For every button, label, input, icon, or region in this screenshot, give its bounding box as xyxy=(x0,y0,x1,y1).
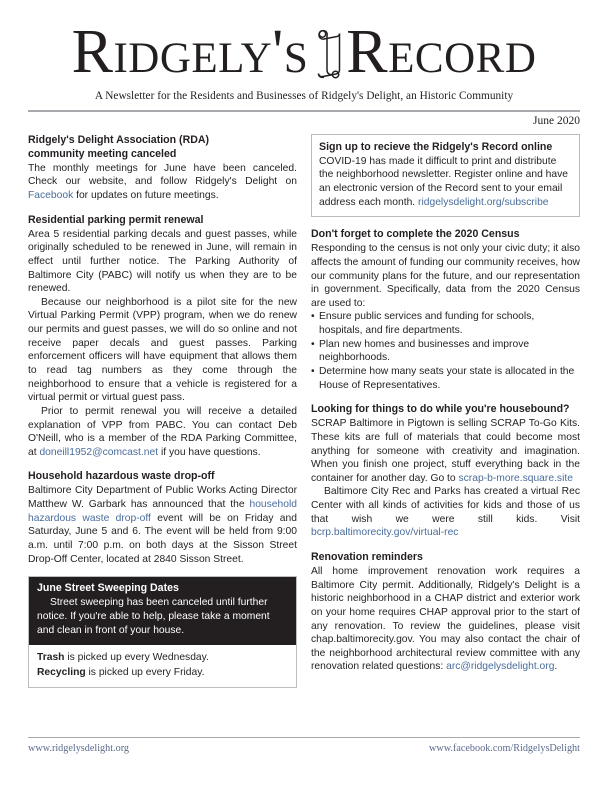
content-columns xyxy=(28,134,580,689)
rda-heading-line2: community meeting canceled xyxy=(28,147,177,160)
header-divider xyxy=(28,110,580,112)
census-intro: Responding to the census is not only your civic duty; it also affects the amount of funding our community receives, how our community plans for the future, and our representation in government. Specifically, data from the 2020 Census are used to: xyxy=(311,243,581,309)
trash-schedule-text: is picked up every Wednesday. xyxy=(64,652,209,664)
masthead-tagline: A Newsletter for the Residents and Businesses of Ridgely's Delight, an Historic Community xyxy=(94,89,514,102)
arc-email-link[interactable]: arc@ridgelysdelight.org xyxy=(446,661,555,673)
hazardous-body xyxy=(28,484,297,566)
section-census xyxy=(311,228,580,392)
masthead-title-part1: Ridgely's xyxy=(71,18,309,86)
recycling-schedule-text: is picked up every Friday. xyxy=(85,666,205,678)
list-item: • Plan new homes and businesses and improve neighborhoods. xyxy=(311,338,580,365)
rda-body-after-link: for updates on future meetings. xyxy=(73,189,219,201)
pickup-schedule xyxy=(29,645,296,687)
renovation-body-after-link: . xyxy=(554,661,558,673)
hazardous-waste-link[interactable]: household hazardous waste drop-off xyxy=(28,499,297,524)
hazardous-heading: Household hazardous waste drop-off xyxy=(28,470,215,483)
section-rda-meeting xyxy=(28,134,297,203)
rda-body-before-link: The monthly meetings for June have been canceled. Check our website, and follow Ridgely's Delight on xyxy=(28,162,297,188)
virtual-rec-link[interactable]: bcrp.baltimorecity.gov/virtual-rec xyxy=(311,527,459,539)
hazardous-body-before-link: Baltimore City Department of Public Works Acting Director Matthew W. Garbark has announced that the xyxy=(28,485,297,511)
parking-heading: Residential parking permit renewal xyxy=(28,213,204,226)
hazardous-body-after-link: event will be on Friday and Saturday, June 5 and 6. The event will be held from 9:00 a.m. until 7:00 p.m. on both days at the Sisson Street Drop-Off Center, located at 2840 Sisson Street. xyxy=(28,512,297,565)
renovation-heading: Renovation reminders xyxy=(311,551,423,564)
recycling-label: Recycling xyxy=(37,666,86,678)
rda-heading-line1: Ridgely's Delight Association (RDA) xyxy=(28,133,210,146)
census-bullet-list xyxy=(311,310,580,392)
trash-schedule xyxy=(37,651,288,666)
signup-heading: Sign up to recieve the Ridgely's Record online xyxy=(319,140,553,153)
section-housebound xyxy=(311,403,580,540)
list-item: • Ensure public services and funding for schools, hospitals, and fire departments. xyxy=(311,310,580,337)
signup-box xyxy=(311,134,580,218)
parking-para2: Because our neighborhood is a pilot site for the new Virtual Parking Permit (VPP) program, when we do renew our permits and guest passes, we will do so online and not receive paper decals and guest passes. Parking enforcement officers will have equipment that allows them to read tag numbers as they come through the neighborhood to ensure that a vehicle is registered for a virtual permit or virtual guest pass. xyxy=(28,296,297,404)
street-sweeping-header xyxy=(29,577,296,645)
census-heading: Don't forget to complete the 2020 Census xyxy=(311,228,520,241)
parking-para3 xyxy=(28,405,297,460)
right-column xyxy=(311,134,580,674)
parking-para3-after-link: if you have questions. xyxy=(158,446,261,458)
footer-divider xyxy=(28,737,580,739)
subscribe-link[interactable]: ridgelysdelight.org/subscribe xyxy=(418,196,549,208)
page-title xyxy=(28,18,580,86)
masthead-title-part2: Record xyxy=(346,18,537,86)
street-sweeping-text: Street sweeping has been canceled until further notice. If you're able to help, please take a moment and clean in front of your house. xyxy=(37,597,270,637)
left-column xyxy=(28,134,297,689)
housebound-para1 xyxy=(311,417,580,485)
renovation-body xyxy=(311,565,580,674)
issue-date: June 2020 xyxy=(533,114,580,127)
footer-website-link[interactable]: www.ridgelysdelight.org xyxy=(28,743,130,754)
renovation-body-text: All home improvement renovation work requires a Baltimore City permit. Additionally, Ridgely's Delight is a historic neighborhood in a CHAP district and exterior work on your home requires CHAP approval prior to the start of any renovation. To review the guidelines, please visit chap.baltimorecity.gov. You may also contact the chair of the neighborhood architectural review committee with any renovation related questions: xyxy=(311,566,580,673)
housebound-para1-text: SCRAP Baltimore in Pigtown is selling SCRAP To-Go Kits. These kits are full of materials that could become most anything for someone with creativity and imagination. When you finish one project, stuff everything back in the container for another day. Go to xyxy=(311,418,580,484)
housebound-heading: Looking for things to do while you're housebound? xyxy=(311,403,570,416)
parking-para1: Area 5 residential parking decals and guest passes, while originally scheduled to be renewed in June, will remain in effect until further notice. The Parking Authority of Baltimore City (PABC) will notify us when they are to be renewed. xyxy=(28,228,297,295)
housebound-para2-text: Baltimore City Rec and Parks has created a virtual Rec Center with all kinds of activities for kids and those of us that wish we were still kids. Visit xyxy=(311,486,580,525)
signup-body-text: COVID-19 has made it difficult to print and distribute the neighborhood newsletter. Register online and have an electronic version of the Record sent to your email address each month. xyxy=(319,155,569,208)
rda-body xyxy=(28,162,297,203)
list-item: • Determine how many seats your state is allocated in the House of Representatives. xyxy=(311,365,580,392)
parking-para3-before-link: Prior to permit renewal you will receive a detailed explanation of VPP from PABC. You can contact Deb O'Neill, who is a member of the RDA Parking Committee, at xyxy=(28,405,297,458)
section-renovation xyxy=(311,551,580,674)
facebook-link[interactable]: Facebook xyxy=(28,189,74,201)
section-hazardous-waste xyxy=(28,470,297,566)
footer-links xyxy=(28,743,580,754)
section-parking-permit xyxy=(28,214,297,460)
footer-facebook-link[interactable]: www.facebook.com/RidgelysDelight xyxy=(429,743,580,754)
trash-label: Trash xyxy=(37,652,65,664)
housebound-para2 xyxy=(311,485,580,540)
scroll-icon xyxy=(310,26,344,82)
masthead xyxy=(28,0,580,102)
footer xyxy=(28,737,580,755)
signup-body xyxy=(319,155,572,210)
street-sweeping-box xyxy=(28,576,297,688)
street-sweeping-title: June Street Sweeping Dates xyxy=(37,582,179,595)
recycling-schedule xyxy=(37,666,288,681)
email-link-doneill[interactable]: doneill1952@comcast.net xyxy=(39,446,159,458)
scrap-link[interactable]: scrap-b-more.square.site xyxy=(458,472,573,484)
